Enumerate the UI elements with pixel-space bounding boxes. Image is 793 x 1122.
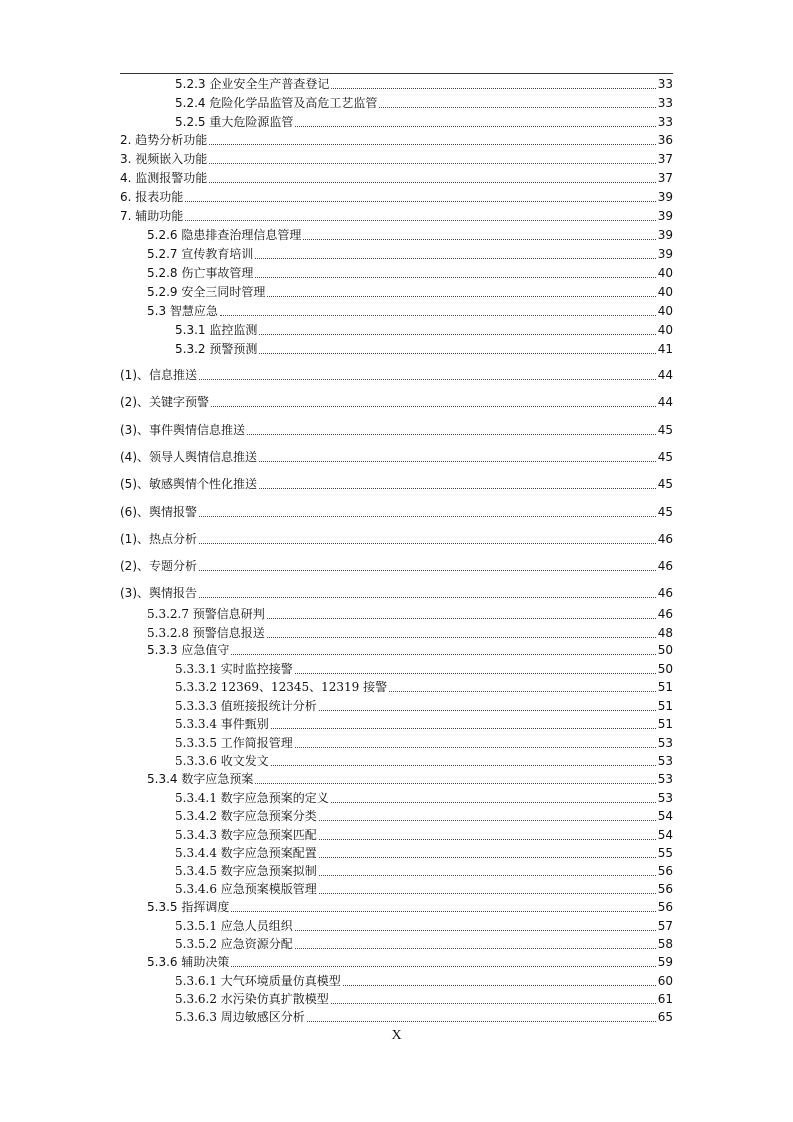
dot-leader [295, 947, 656, 949]
dot-leader [199, 515, 656, 517]
toc-entry[interactable] [175, 935, 673, 953]
toc-entry[interactable] [120, 188, 673, 206]
dot-leader [295, 746, 656, 748]
toc-entry-page: 33 [657, 96, 673, 110]
toc-entry-page: 45 [657, 505, 673, 519]
toc-entry-label: 5.3.3.6 收文发文 [175, 754, 269, 768]
toc-entry-page: 54 [657, 809, 673, 823]
toc-entry-label: 5.2.8 伤亡事故管理 [147, 266, 254, 280]
toc-entry-label: (2)、关键字预警 [120, 395, 209, 409]
toc-entry-page: 46 [657, 532, 673, 546]
dot-leader [319, 709, 656, 711]
dot-leader [209, 162, 655, 164]
toc-entry-page: 36 [657, 133, 673, 147]
toc-entry-label: (5)、敏感舆情个性化推送 [120, 477, 257, 491]
dot-leader [267, 636, 656, 638]
toc-entry-label: 5.3.4.6 应急预案模版管理 [175, 882, 317, 896]
dot-leader [267, 617, 656, 619]
toc-entry-label: 6. 报表功能 [120, 190, 184, 204]
toc-entry-label: (1)、热点分析 [120, 532, 197, 546]
toc-entry[interactable] [147, 605, 673, 623]
toc-entry-label: 5.2.7 宣传教育培训 [147, 247, 254, 261]
dot-leader [231, 910, 655, 912]
toc-entry-page: 59 [657, 955, 673, 969]
toc-entry[interactable] [175, 734, 673, 752]
toc-entry-label: 5.3.6.1 大气环境质量仿真模型 [175, 974, 341, 988]
toc-entry-page: 57 [657, 919, 673, 933]
dot-leader [319, 892, 656, 894]
dot-leader [199, 542, 656, 544]
toc-entry[interactable] [175, 844, 673, 862]
toc-entry[interactable] [120, 475, 673, 493]
dot-leader [209, 181, 655, 183]
toc-entry-page: 51 [657, 717, 673, 731]
toc-entry-page: 33 [657, 115, 673, 129]
toc-entry[interactable] [120, 169, 673, 187]
dot-leader [255, 276, 655, 278]
dot-leader [259, 487, 656, 489]
toc-entry-label: 5.3.4 数字应急预案 [147, 772, 254, 786]
toc-entry-label: 5.3.3.2 12369、12345、12319 接警 [175, 680, 388, 694]
toc-entry-label: (4)、领导人舆情信息推送 [120, 450, 257, 464]
toc-entry-label: (1)、信息推送 [120, 368, 197, 382]
toc-entry-label: (6)、舆情报警 [120, 505, 197, 519]
toc-entry[interactable] [175, 917, 673, 935]
toc-entry-page: 46 [657, 607, 673, 621]
toc-entry[interactable] [120, 131, 673, 149]
toc-entry[interactable] [175, 660, 673, 678]
toc-entry[interactable] [175, 715, 673, 733]
toc-entry[interactable] [147, 302, 673, 320]
toc-entry[interactable] [175, 697, 673, 715]
toc-entry[interactable] [147, 226, 673, 244]
toc-entry-page: 56 [657, 882, 673, 896]
toc-entry[interactable] [175, 113, 673, 131]
toc-entry-page: 56 [657, 900, 673, 914]
toc-entry-page: 50 [657, 643, 673, 657]
toc-entry[interactable] [175, 972, 673, 990]
dot-leader [255, 782, 655, 784]
toc-entry[interactable] [175, 990, 673, 1008]
toc-entry[interactable] [120, 393, 673, 411]
toc-entry[interactable] [175, 807, 673, 825]
toc-entry-page: 56 [657, 864, 673, 878]
toc-entry-label: 5.3.3.1 实时监控接警 [175, 662, 293, 676]
toc-entry[interactable] [147, 953, 673, 971]
toc-entry-label: 5.3.5.2 应急资源分配 [175, 937, 293, 951]
toc-entry-label: 4. 监测报警功能 [120, 171, 208, 185]
toc-entry-label: 5.3.6 辅助决策 [147, 955, 230, 969]
toc-entry-page: 51 [657, 680, 673, 694]
toc-entry[interactable] [120, 150, 673, 168]
dot-leader [319, 838, 656, 840]
toc-entry-label: (3)、事件舆情信息推送 [120, 423, 245, 437]
dot-leader [259, 333, 655, 335]
toc-entry[interactable] [120, 530, 673, 548]
dot-leader [295, 672, 656, 674]
toc-entry-label: 5.3.1 监控监测 [175, 323, 258, 337]
toc-entry-label: 5.3.2.7 预警信息研判 [147, 607, 265, 621]
toc-entry[interactable] [175, 94, 673, 112]
dot-leader [271, 727, 656, 729]
toc-entry-label: 5.3.3 应急值守 [147, 643, 230, 657]
toc-entry-page: 53 [657, 772, 673, 786]
toc-entry[interactable] [175, 75, 673, 93]
toc-entry[interactable] [120, 584, 673, 602]
toc-entry-page: 46 [657, 559, 673, 573]
toc-entry-page: 44 [657, 395, 673, 409]
toc-entry-page: 53 [657, 736, 673, 750]
toc-entry[interactable] [120, 503, 673, 521]
page-number: X [391, 1028, 402, 1043]
toc-entry[interactable] [175, 826, 673, 844]
dot-leader [185, 200, 655, 202]
dot-leader [247, 433, 656, 435]
toc-entry-label: 5.3.3.5 工作简报管理 [175, 736, 293, 750]
toc-entry[interactable] [175, 880, 673, 898]
toc-entry[interactable] [147, 898, 673, 916]
dot-leader [319, 856, 656, 858]
toc-entry-page: 65 [657, 1010, 673, 1024]
toc-entry[interactable] [120, 207, 673, 225]
toc-entry[interactable] [175, 789, 673, 807]
toc-entry[interactable] [147, 245, 673, 263]
toc-entry-page: 53 [657, 754, 673, 768]
dot-leader [331, 801, 656, 803]
toc-entry-page: 37 [657, 171, 673, 185]
toc-entry-label: (2)、专题分析 [120, 559, 197, 573]
toc-entry-label: 5.3.4.1 数字应急预案的定义 [175, 791, 329, 805]
dot-leader [185, 219, 655, 221]
toc-entry[interactable] [147, 264, 673, 282]
dot-leader [231, 965, 655, 967]
dot-leader [303, 238, 655, 240]
toc-entry[interactable] [175, 321, 673, 339]
dot-leader [343, 984, 656, 986]
dot-leader [271, 764, 656, 766]
dot-leader [259, 460, 656, 462]
toc-entry[interactable] [175, 678, 673, 696]
toc-entry[interactable] [120, 448, 673, 466]
toc-entry-label: 5.3.4.3 数字应急预案匹配 [175, 828, 317, 842]
toc-entry[interactable] [147, 641, 673, 659]
toc-entry-page: 37 [657, 152, 673, 166]
dot-leader [331, 87, 655, 89]
toc-entry-label: 5.3.3.4 事件甄别 [175, 717, 269, 731]
toc-entry[interactable] [175, 1008, 673, 1026]
dot-leader [295, 929, 656, 931]
toc-entry-label: 5.2.3 企业安全生产普查登记 [175, 77, 330, 91]
toc-entry[interactable] [175, 752, 673, 770]
toc-entry-page: 40 [657, 285, 673, 299]
dot-leader [319, 874, 656, 876]
toc-entry-page: 60 [657, 974, 673, 988]
toc-entry-label: 5.3.2.8 预警信息报送 [147, 626, 265, 640]
dot-leader [295, 125, 655, 127]
toc-entry-label: 2. 趋势分析功能 [120, 133, 208, 147]
dot-leader [220, 314, 656, 316]
dot-leader [255, 257, 655, 259]
toc-entry[interactable] [120, 557, 673, 575]
toc-entry[interactable] [147, 283, 673, 301]
toc-entry-page: 45 [657, 423, 673, 437]
toc-entry-page: 53 [657, 791, 673, 805]
toc-entry[interactable] [120, 366, 673, 384]
toc-entry-page: 44 [657, 368, 673, 382]
dot-leader [199, 596, 656, 598]
toc-entry-page: 46 [657, 586, 673, 600]
toc-entry-label: 5.2.9 安全三同时管理 [147, 285, 266, 299]
dot-leader [211, 405, 656, 407]
toc-entry[interactable] [147, 624, 673, 642]
toc-entry-label: (3)、舆情报告 [120, 586, 197, 600]
toc-entry-label: 5.3.6.2 水污染仿真扩散模型 [175, 992, 329, 1006]
dot-leader [199, 378, 656, 380]
toc-entry-page: 48 [657, 626, 673, 640]
toc-entry-page: 39 [657, 247, 673, 261]
toc-entry[interactable] [175, 862, 673, 880]
toc-entry-page: 33 [657, 77, 673, 91]
dot-leader [389, 690, 656, 692]
toc-entry-label: 5.2.5 重大危险源监管 [175, 115, 294, 129]
toc-entry-page: 55 [657, 846, 673, 860]
toc-entry-label: 5.3.4.2 数字应急预案分类 [175, 809, 317, 823]
toc-entry[interactable] [120, 421, 673, 439]
toc-entry-label: 7. 辅助功能 [120, 209, 184, 223]
toc-entry-label: 5.3.5.1 应急人员组织 [175, 919, 293, 933]
dot-leader [331, 1002, 656, 1004]
dot-leader [231, 653, 655, 655]
toc-entry-label: 5.3.4.4 数字应急预案配置 [175, 846, 317, 860]
toc-entry-label: 5.3.5 指挥调度 [147, 900, 230, 914]
toc-entry-page: 50 [657, 662, 673, 676]
dot-leader [379, 106, 655, 108]
toc-entry-page: 45 [657, 477, 673, 491]
dot-leader [199, 569, 656, 571]
toc-entry-page: 40 [657, 304, 673, 318]
toc-entry-page: 39 [657, 209, 673, 223]
dot-leader [259, 352, 655, 354]
toc-entry-page: 51 [657, 699, 673, 713]
toc-entry[interactable] [175, 340, 673, 358]
toc-entry-page: 39 [657, 228, 673, 242]
toc-entry-label: 5.3.2 预警预测 [175, 342, 258, 356]
toc-entry-page: 41 [657, 342, 673, 356]
toc-entry[interactable] [147, 770, 673, 788]
toc-entry-page: 54 [657, 828, 673, 842]
toc-entry-page: 40 [657, 323, 673, 337]
toc-entry-label: 5.3.3.3 值班接报统计分析 [175, 699, 317, 713]
toc-entry-label: 5.3.6.3 周边敏感区分析 [175, 1010, 305, 1024]
toc-entry-label: 5.2.6 隐患排查治理信息管理 [147, 228, 302, 242]
toc-entry-page: 39 [657, 190, 673, 204]
dot-leader [209, 143, 655, 145]
toc-entry-page: 58 [657, 937, 673, 951]
toc-entry-label: 5.2.4 危险化学品监管及高危工艺监管 [175, 96, 378, 110]
toc-entry-page: 61 [657, 992, 673, 1006]
dot-leader [319, 819, 656, 821]
dot-leader [267, 295, 655, 297]
toc-entry-page: 45 [657, 450, 673, 464]
toc-entry-label: 5.3.4.5 数字应急预案拟制 [175, 864, 317, 878]
toc-entry-page: 40 [657, 266, 673, 280]
dot-leader [307, 1020, 656, 1022]
toc-entry-label: 3. 视频嵌入功能 [120, 152, 208, 166]
toc-entry-label: 5.3 智慧应急 [147, 304, 218, 318]
